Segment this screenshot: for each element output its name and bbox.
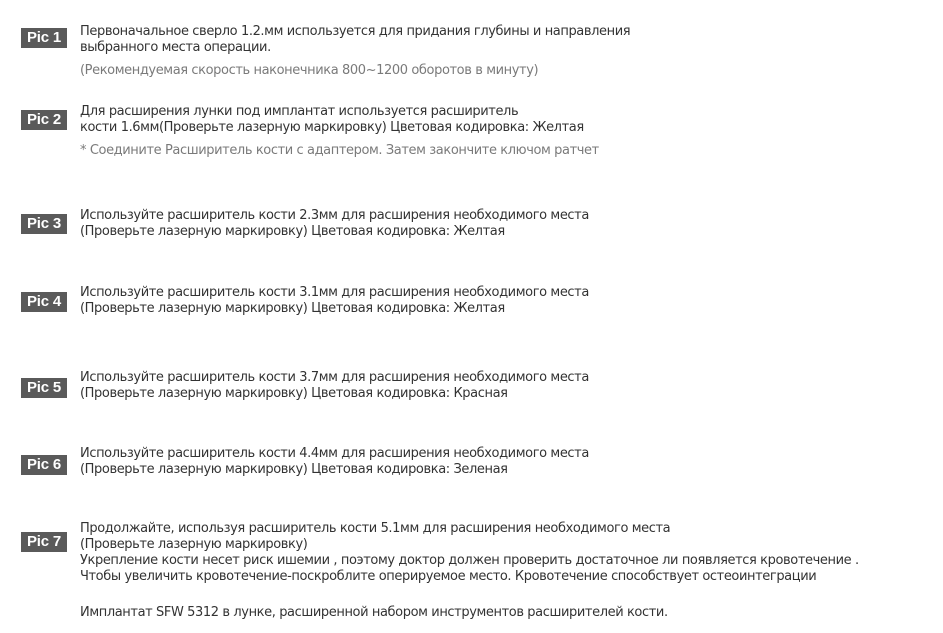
step-badge: Pic 2 xyxy=(21,110,67,130)
step-line: Первоначальное сверло 1.2.мм используется для придания глубины и направления xyxy=(80,24,631,39)
step-text xyxy=(80,446,943,478)
step-badge: Pic 5 xyxy=(21,378,67,398)
step-text xyxy=(80,104,943,159)
step-badge: Pic 1 xyxy=(21,28,67,48)
step-text xyxy=(80,24,943,79)
step-line: Чтобы увеличить кровотечение-поскроблите оперируемое место. Кровотечение способствует остеоинтеграции xyxy=(80,569,817,584)
step-text xyxy=(80,370,943,402)
step-line: кости 1.6мм(Проверьте лазерную маркировку) Цветовая кодировка: Желтая xyxy=(80,120,584,135)
step-line: (Проверьте лазерную маркировку) Цветовая кодировка: Красная xyxy=(80,386,508,401)
step-badge: Pic 3 xyxy=(21,214,67,234)
step-line: Укрепление кости несет риск ишемии , поэтому доктор должен проверить достаточное ли появляется кровотечение . xyxy=(80,553,859,568)
step-line: Для расширения лунки под имплантат используется расширитель xyxy=(80,104,519,119)
step-text xyxy=(80,521,943,585)
step-note: (Рекомендуемая скорость наконечника 800~1200 оборотов в минуту) xyxy=(80,63,539,78)
step-badge: Pic 7 xyxy=(21,532,67,552)
step-text xyxy=(80,208,943,240)
step-text xyxy=(80,285,943,317)
step-line: (Проверьте лазерную маркировку) xyxy=(80,537,308,552)
step-line: Продолжайте, используя расширитель кости 5.1мм для расширения необходимого места xyxy=(80,521,671,536)
step-line: выбранного места операции. xyxy=(80,40,271,55)
step-badge: Pic 6 xyxy=(21,455,67,475)
step-line: (Проверьте лазерную маркировку) Цветовая кодировка: Желтая xyxy=(80,224,505,239)
step-line: (Проверьте лазерную маркировку) Цветовая кодировка: Желтая xyxy=(80,301,505,316)
step-badge: Pic 4 xyxy=(21,292,67,312)
step-note: * Соедините Расширитель кости с адаптером. Затем закончите ключом ратчет xyxy=(80,143,599,158)
step-line: Используйте расширитель кости 4.4мм для расширения необходимого места xyxy=(80,446,589,461)
step-line: Используйте расширитель кости 3.7мм для расширения необходимого места xyxy=(80,370,589,385)
step-line: (Проверьте лазерную маркировку) Цветовая кодировка: Зеленая xyxy=(80,462,508,477)
step-line: Используйте расширитель кости 2.3мм для расширения необходимого места xyxy=(80,208,589,223)
step-line: Используйте расширитель кости 3.1мм для расширения необходимого места xyxy=(80,285,589,300)
footer-text: Имплантат SFW 5312 в лунке, расширенной набором инструментов расширителей кости. xyxy=(80,605,668,620)
